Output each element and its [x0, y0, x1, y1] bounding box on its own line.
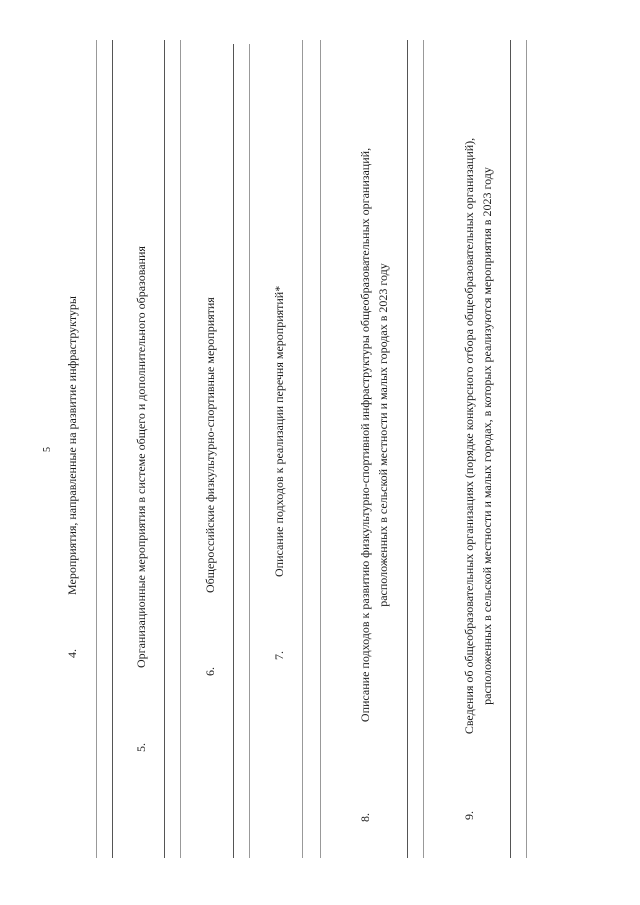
- section-number: 9.: [462, 811, 476, 820]
- table-border-line: [320, 40, 321, 858]
- table-border-line: [96, 40, 97, 858]
- section-title-line: Сведения об общеобразовательных организациях (порядке конкурсного отбора общеобразовательных организаций),: [462, 137, 476, 735]
- table-border-line: [423, 40, 424, 858]
- section-title-line: расположенных в сельской местности и малых городах, в которых реализуются мероприятия в 2023 году: [480, 167, 494, 705]
- section-title: Организационные мероприятия в системе общего и дополнительного образования: [134, 246, 148, 668]
- table-border-line: [526, 40, 527, 858]
- section-title: Общероссийские физкультурно-спортивные мероприятия: [203, 297, 217, 593]
- table-border-line: [180, 40, 181, 858]
- table-border-line: [233, 44, 234, 858]
- table-border-line: [112, 40, 113, 858]
- section-title-line: Описание подходов к развитию физкультурно-спортивной инфраструктуры общеобразовательных организаций,: [358, 147, 372, 723]
- page-number: 5: [42, 447, 53, 452]
- section-number: 5.: [134, 743, 148, 752]
- section-title: Описание подходов к реализации перечня мероприятий*: [272, 285, 286, 577]
- section-title-line: расположенных в сельской местности и малых городах в 2023 году: [376, 263, 390, 607]
- table-border-line: [302, 40, 303, 858]
- table-border-line: [407, 40, 408, 858]
- table-border-line: [164, 40, 165, 858]
- table-border-line: [510, 40, 511, 858]
- section-number: 4.: [65, 649, 79, 658]
- section-title: Мероприятия, направленные на развитие инфраструктуры: [65, 296, 79, 595]
- section-number: 8.: [358, 813, 372, 822]
- table-border-line: [249, 44, 250, 858]
- section-number: 6.: [203, 667, 217, 676]
- section-number: 7.: [272, 651, 286, 660]
